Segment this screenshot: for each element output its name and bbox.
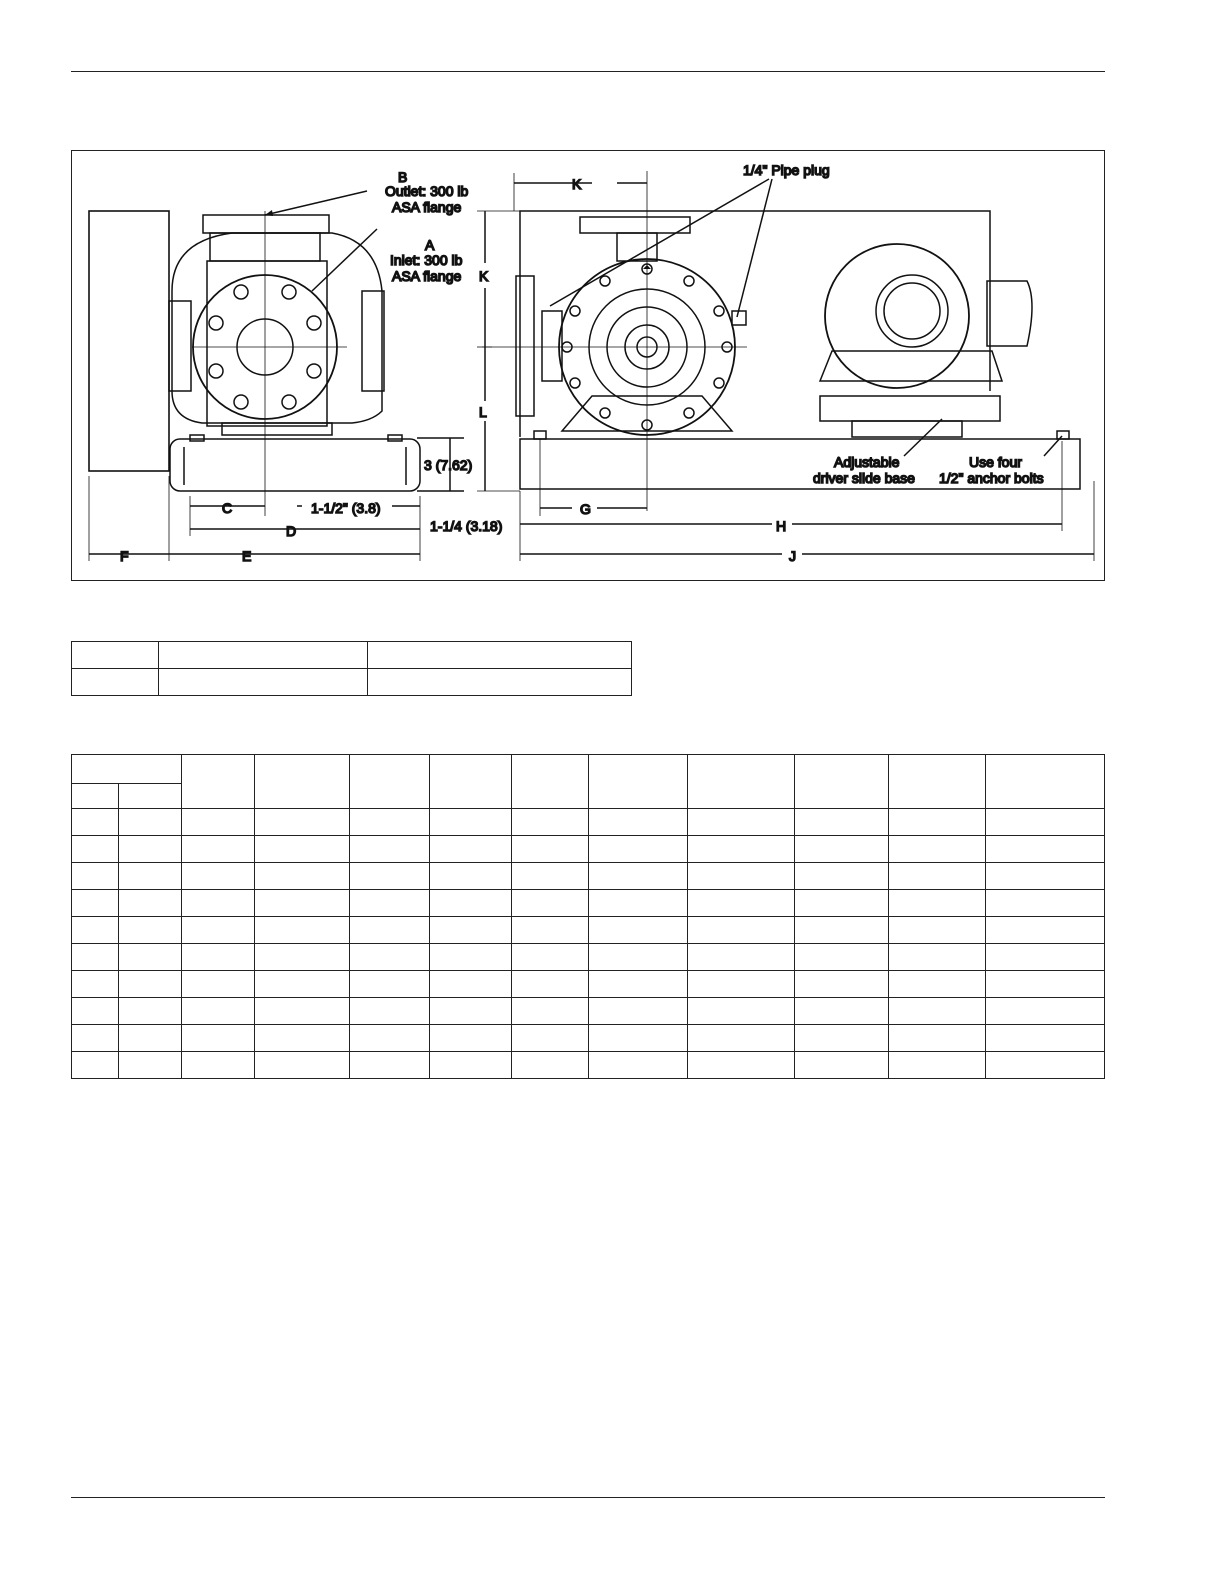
inlet-label-1: Inlet: 300 lb: [390, 252, 463, 268]
dim-h-label: H: [776, 518, 787, 534]
dim-e-label: E: [242, 548, 252, 564]
dimension-table: [71, 754, 1105, 1079]
side-view: [477, 171, 1094, 561]
table-row: [72, 669, 632, 696]
end-view: [89, 191, 464, 561]
dim-edge-label-left: 1-1/2" (3.8): [311, 500, 381, 516]
dim-k-side-label: K: [479, 268, 489, 284]
table-row: [72, 642, 632, 669]
table-row: [72, 809, 1105, 836]
dim-height-label: 3 (7.62): [424, 457, 473, 473]
pump-dimension-drawing: [71, 150, 1105, 581]
footer-rule: [71, 1497, 1105, 1498]
outlet-flange: [203, 215, 329, 233]
table-row: [72, 998, 1105, 1025]
table-row: [72, 890, 1105, 917]
table-row: [72, 1052, 1105, 1079]
dim-k-top-label: K: [572, 176, 582, 192]
end-view-base: [170, 439, 420, 491]
table-header-row: [72, 755, 1105, 784]
dim-edge-label-right: 1-1/4 (3.18): [430, 518, 503, 534]
table-row: [72, 863, 1105, 890]
table-row: [72, 944, 1105, 971]
header-rule: [71, 71, 1105, 72]
table-row: [72, 917, 1105, 944]
anchor-label-1: Use four: [969, 454, 1022, 470]
motor-end-block: [89, 211, 169, 471]
dim-l-label: L: [479, 404, 487, 420]
outlet-label-1: Outlet: 300 lb: [385, 183, 469, 199]
inlet-label-2: ASA flange: [392, 268, 462, 284]
pipe-plug-label: 1/4" Pipe plug: [743, 162, 830, 178]
dim-c-label: C: [222, 500, 233, 516]
dim-j-label: J: [789, 548, 796, 564]
slide-base-label-2: driver slide base: [813, 470, 915, 486]
table-row: [72, 836, 1105, 863]
dim-g-label: G: [580, 501, 591, 517]
slide-base-label-1: Adjustable: [834, 454, 900, 470]
dim-d-label: D: [286, 523, 297, 539]
table-row: [72, 971, 1105, 998]
inlet-letter: A: [425, 237, 435, 253]
dim-f-label: F: [120, 548, 129, 564]
outlet-label-2: ASA flange: [392, 199, 462, 215]
small-table: [71, 641, 632, 696]
anchor-label-2: 1/2" anchor bolts: [939, 470, 1044, 486]
table-row: [72, 1025, 1105, 1052]
outlet-letter: B: [398, 169, 408, 185]
